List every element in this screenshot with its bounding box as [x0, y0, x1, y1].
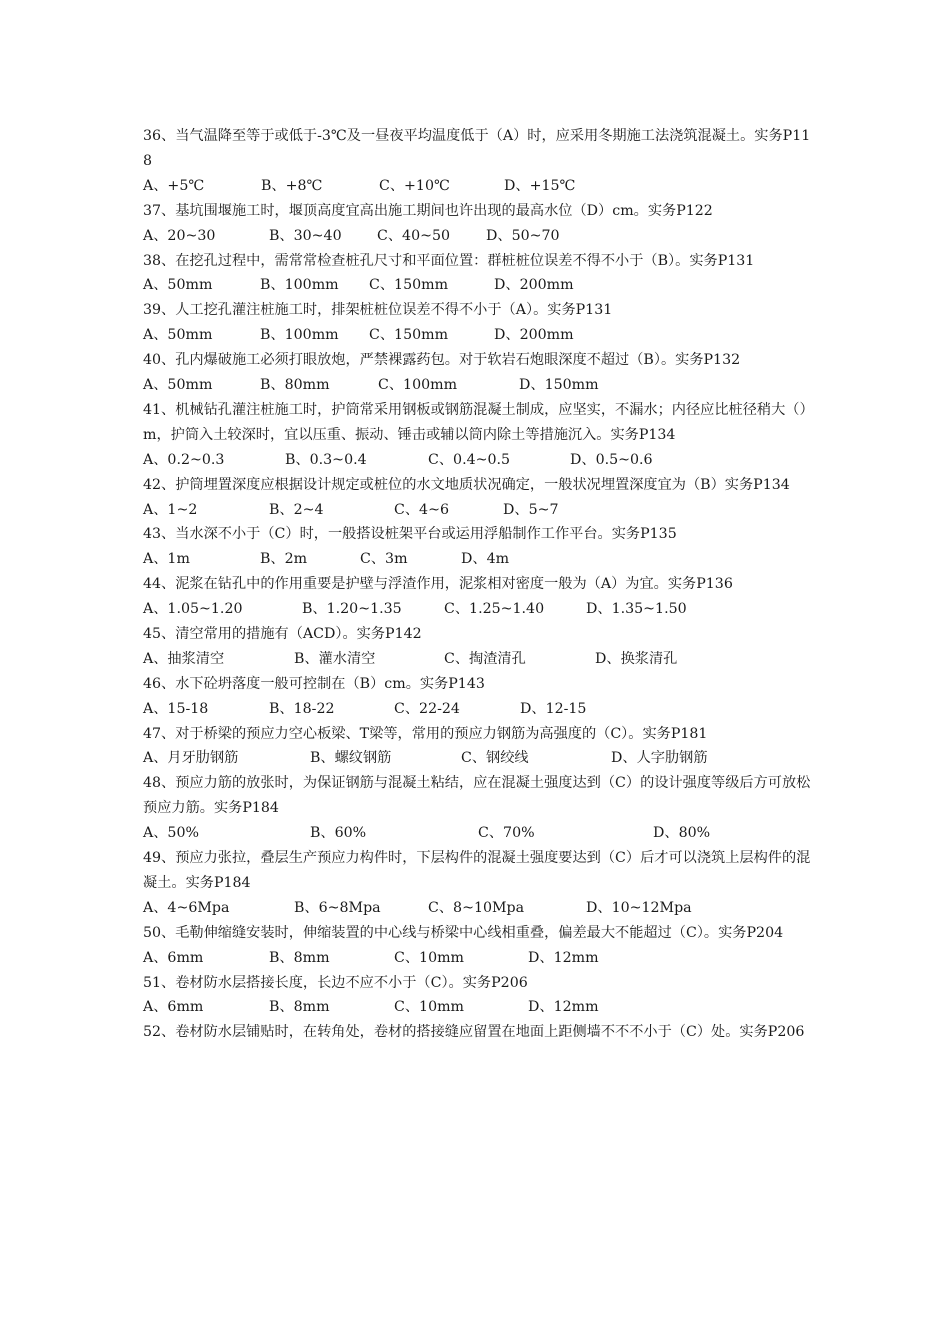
- option-c: C、4~6: [394, 501, 449, 518]
- option-a: A、50%: [143, 825, 199, 842]
- option-d: D、1.35~1.50: [586, 601, 687, 618]
- option-c: C、22-24: [394, 700, 460, 717]
- question-text: 41、机械钻孔灌注桩施工时，护筒常采用钢板或钢筋混凝土制成，应坚实，不漏水；内径应比桩径稍大（）m，护筒入土较深时，宜以压重、振动、锤击或辅以筒内除土等措施沉入。实务P134: [143, 401, 814, 443]
- option-row: [143, 896, 815, 921]
- option-a: A、+5℃: [143, 177, 205, 194]
- question-text: 42、护筒埋置深度应根据设计规定或桩位的水文地质状况确定，一般状况埋置深度宜为（B）实务P134: [143, 476, 790, 493]
- option-d: D、12mm: [528, 999, 599, 1016]
- option-a: A、50mm: [143, 377, 213, 393]
- question-text: 51、卷材防水层搭接长度，长边不应不小于（C）。实务P206: [143, 974, 528, 991]
- option-d: D、换浆清孔: [595, 650, 678, 667]
- option-c: C、0.4~0.5: [428, 451, 511, 468]
- option-b: B、18-22: [269, 700, 335, 717]
- option-row: [143, 498, 815, 523]
- option-d: D、80%: [653, 825, 711, 842]
- question-text: 46、水下砼坍落度一般可控制在（B）cm。实务P143: [143, 675, 485, 692]
- option-row: [143, 597, 815, 622]
- option-b: B、2~4: [269, 501, 324, 518]
- question-text: 44、泥浆在钻孔中的作用重要是护壁与浮渣作用，泥浆相对密度一般为（A）为宜。实务P136: [143, 576, 733, 593]
- question-text: 50、毛勒伸缩缝安装时，伸缩装置的中心线与桥梁中心线相重叠，偏差最大不能超过（C）。实务P204: [143, 924, 784, 941]
- question-text: 52、卷材防水层铺贴时，在转角处，卷材的搭接缝应留置在地面上距侧墙不不不小于（C）处。实务P206: [143, 1024, 805, 1041]
- question-text: 49、预应力张拉，叠层生产预应力构件时，下层构件的混凝土强度要达到（C）后才可以浇筑上层构件的混凝土。实务P184: [143, 850, 811, 891]
- option-a: A、0.2~0.3: [143, 451, 225, 468]
- option-d: D、5~7: [503, 501, 559, 518]
- option-c: C、8~10Mpa: [428, 899, 525, 916]
- question-text: 48、预应力筋的放张时，为保证钢筋与混凝土粘结，应在混凝土强度达到（C）的设计强度等级后方可放松预应力筋。实务P184: [143, 775, 811, 817]
- option-c: C、掏渣清孔: [444, 650, 526, 667]
- option-b: B、80mm: [260, 377, 330, 393]
- option-b: B、0.3~0.4: [285, 451, 367, 468]
- option-d: D、50~70: [486, 227, 560, 244]
- option-c: C、钢绞线: [461, 750, 529, 767]
- question-text: 40、孔内爆破施工必须打眼放炮，严禁裸露药包。对于软岩石炮眼深度不超过（B）。实务P132: [143, 352, 741, 369]
- option-c: C、40~50: [377, 227, 451, 244]
- option-row: [143, 995, 815, 1020]
- option-b: B、2m: [260, 551, 308, 568]
- option-a: A、6mm: [143, 999, 204, 1016]
- option-d: D、12mm: [528, 949, 599, 966]
- option-a: A、20~30: [143, 227, 216, 244]
- option-c: C、10mm: [394, 999, 465, 1016]
- option-b: B、30~40: [269, 227, 342, 244]
- question-text: 45、清空常用的措施有（ACD）。实务P142: [143, 625, 422, 642]
- question-text: 36、当气温降至等于或低于-3℃及一昼夜平均温度低于（A）时，应采用冬期施工法浇筑混凝土。实务P118: [143, 128, 811, 169]
- option-a: A、4~6Mpa: [143, 899, 230, 916]
- option-d: D、150mm: [519, 377, 599, 393]
- option-a: A、抽浆清空: [143, 650, 225, 667]
- option-c: C、1.25~1.40: [444, 601, 545, 618]
- option-a: A、1m: [143, 551, 190, 568]
- option-c: C、+10℃: [379, 177, 450, 194]
- option-b: B、1.20~1.35: [302, 601, 402, 618]
- question-text: 37、基坑围堰施工时，堰顶高度宜高出施工期间也许出现的最高水位（D）cm。实务P122: [143, 202, 713, 219]
- option-a: A、15-18: [143, 700, 209, 717]
- option-b: B、100mm: [260, 327, 339, 344]
- option-row: [143, 373, 815, 398]
- option-row: [143, 647, 815, 672]
- option-b: B、100mm: [260, 277, 339, 294]
- option-c: C、150mm: [369, 327, 449, 344]
- option-row: [143, 946, 815, 971]
- question-text: 38、在挖孔过程中，需常常检查桩孔尺寸和平面位置：群桩桩位误差不得不小于（B）。实务P131: [143, 252, 755, 269]
- option-a: A、50mm: [143, 277, 213, 294]
- option-row: [143, 821, 815, 846]
- option-row: [143, 174, 815, 199]
- option-d: D、+15℃: [504, 177, 576, 194]
- option-b: B、灌水清空: [294, 650, 376, 667]
- option-row: [143, 746, 815, 771]
- option-b: B、8mm: [269, 949, 330, 966]
- option-d: D、12-15: [520, 700, 587, 717]
- option-d: D、200mm: [494, 327, 574, 344]
- option-c: C、10mm: [394, 949, 465, 966]
- document-body: [143, 124, 815, 1045]
- option-c: C、150mm: [369, 277, 449, 294]
- option-b: B、螺纹钢筋: [310, 750, 392, 767]
- option-d: D、0.5~0.6: [570, 451, 653, 468]
- option-a: A、6mm: [143, 949, 204, 966]
- option-row: [143, 547, 815, 572]
- option-a: A、1~2: [143, 501, 198, 518]
- option-d: D、200mm: [494, 277, 574, 294]
- option-c: C、3m: [360, 551, 408, 568]
- option-b: B、60%: [310, 825, 367, 842]
- option-d: D、4m: [461, 551, 510, 568]
- option-c: C、100mm: [378, 377, 458, 393]
- option-b: B、8mm: [269, 999, 330, 1016]
- option-c: C、70%: [478, 825, 535, 842]
- option-row: [143, 273, 815, 298]
- option-b: B、+8℃: [261, 177, 323, 194]
- option-a: A、50mm: [143, 327, 213, 344]
- option-a: A、1.05~1.20: [143, 601, 243, 618]
- option-row: [143, 697, 815, 722]
- option-d: D、10~12Mpa: [586, 899, 692, 916]
- option-row: [143, 323, 815, 348]
- question-text: 43、当水深不小于（C）时，一般搭设桩架平台或运用浮船制作工作平台。实务P135: [143, 526, 677, 543]
- option-b: B、6~8Mpa: [294, 899, 381, 916]
- option-a: A、月牙肋钢筋: [143, 750, 239, 767]
- option-row: [143, 224, 815, 249]
- option-d: D、人字肋钢筋: [611, 750, 708, 767]
- question-text: 47、对于桥梁的预应力空心板梁、T梁等，常用的预应力钢筋为高强度的（C）。实务P181: [143, 725, 708, 742]
- option-row: [143, 448, 815, 473]
- question-text: 39、人工挖孔灌注桩施工时，排架桩桩位误差不得不小于（A）。实务P131: [143, 302, 613, 319]
